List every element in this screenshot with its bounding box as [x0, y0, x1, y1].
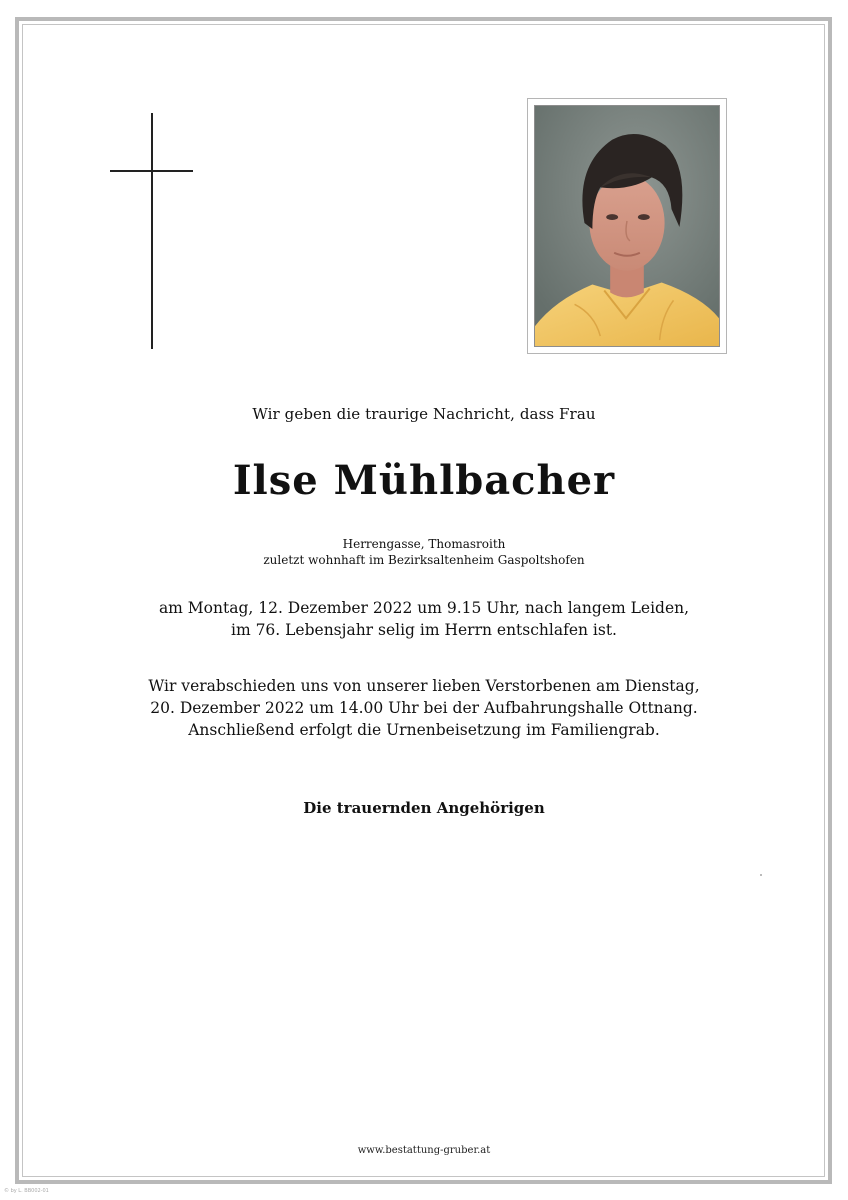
cross-icon	[110, 113, 194, 350]
address-block	[0, 536, 848, 568]
cross-vertical-bar	[151, 113, 153, 349]
farewell-announcement	[0, 675, 848, 741]
portrait-frame	[527, 98, 727, 354]
mourners-signature: Die trauernden Angehörigen	[303, 799, 545, 817]
address-line: Herrengasse, Thomasroith	[342, 537, 506, 551]
farewell-line: Anschließend erfolgt die Urnenbeisetzung im Familiengrab.	[188, 721, 660, 739]
website-link[interactable]: www.bestattung-gruber.at	[357, 1145, 491, 1156]
cross-horizontal-bar	[110, 170, 193, 172]
portrait-illustration	[535, 106, 719, 346]
imprint-code: © by L. BB002-01	[4, 1188, 49, 1194]
deceased-name: Ilse Mühlbacher	[232, 457, 616, 504]
death-line: im 76. Lebensjahr selig im Herrn entschlafen ist.	[230, 621, 617, 639]
death-line: am Montag, 12. Dezember 2022 um 9.15 Uhr, nach langem Leiden,	[158, 599, 690, 617]
death-announcement	[0, 597, 848, 641]
portrait-photo	[534, 105, 720, 347]
residence-line: zuletzt wohnhaft im Bezirksaltenheim Gaspoltshofen	[263, 553, 585, 567]
print-speck	[760, 874, 762, 876]
intro-text: Wir geben die traurige Nachricht, dass Frau	[252, 405, 596, 423]
farewell-line: 20. Dezember 2022 um 14.00 Uhr bei der Aufbahrungshalle Ottnang.	[150, 699, 698, 717]
farewell-line: Wir verabschieden uns von unserer lieben Verstorbenen am Dienstag,	[148, 677, 700, 695]
